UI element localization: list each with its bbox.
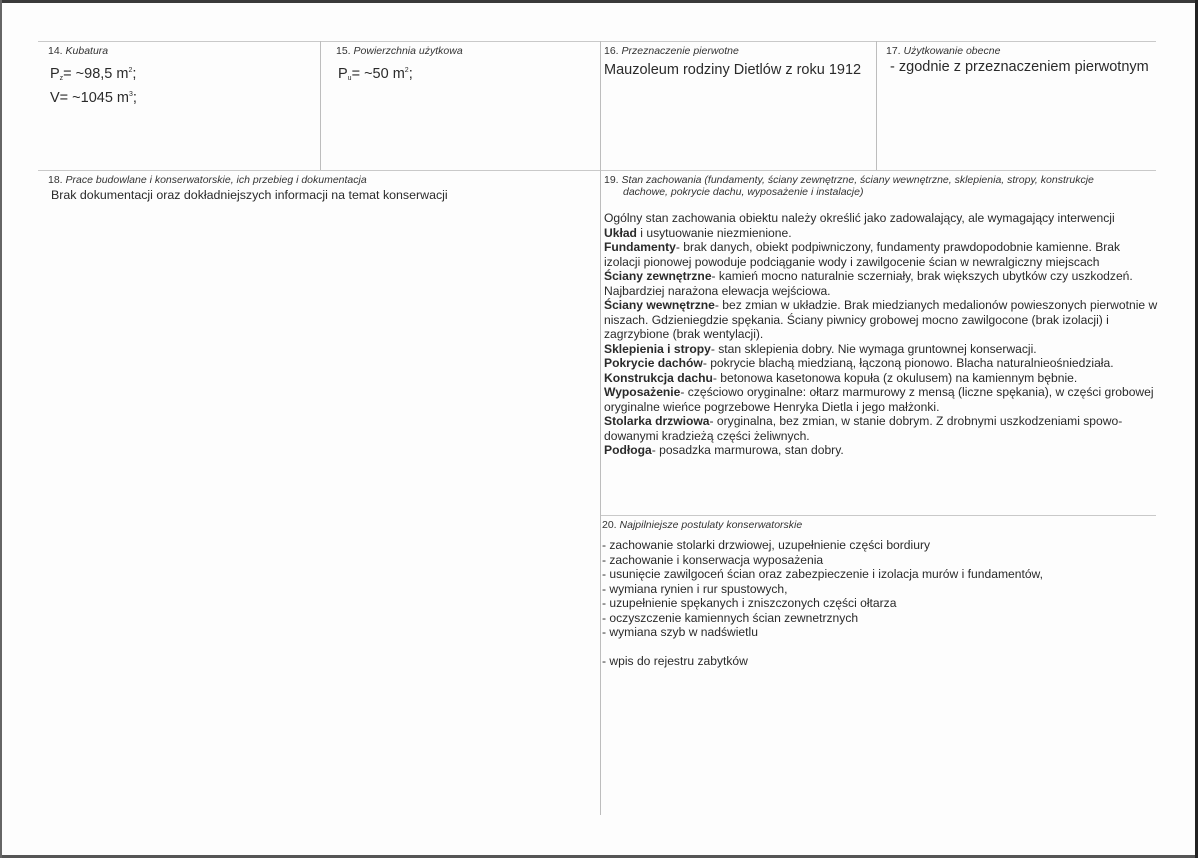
condition-stolarka: Stolarka drzwiowa- oryginalna, bez zmian, w stanie dobrym. Z drobnymi uszkodzeniami spowo-dowanymi kradzieżą części żeliwnych. bbox=[604, 414, 1123, 443]
section-uzytkowanie bbox=[886, 45, 1149, 75]
condition-podloga: Podłoga- posadzka marmurowa, stan dobry. bbox=[604, 443, 844, 457]
postulate-item: - uzupełnienie spękanych i zniszczonych części ołtarza bbox=[602, 596, 897, 610]
section-19-label: 19. Stan zachowania (fundamenty, ściany zewnętrzne, ściany wewnętrzne, sklepienia, stropy, konstrukcje bbox=[604, 174, 1094, 186]
condition-sciany-zewnetrzne: Ściany zewnętrzne- kamień mocno naturalnie sczerniały, brak większych ubytków czy uszkodzeń. Najbardziej narażona elewacja wejściowa. bbox=[604, 269, 1133, 298]
section-16-label: 16. Przeznaczenie pierwotne bbox=[604, 45, 739, 57]
postulate-final-item: - wpis do rejestru zabytków bbox=[602, 653, 748, 668]
postulate-item: - usunięcie zawilgoceń ścian oraz zabezpieczenie i izolacja murów i fundamentów, bbox=[602, 567, 1043, 581]
postulate-item: - wymiana rynien i rur spustowych, bbox=[602, 581, 788, 596]
section-przeznaczenie bbox=[604, 45, 861, 78]
col-divider-main bbox=[600, 41, 601, 815]
pz-value: $P_z=$ ~98,5 $m^2$; bbox=[50, 66, 137, 82]
postulate-item: - oczyszczenie kamiennych ścian zewnetrznych bbox=[602, 610, 859, 625]
row-divider-middle bbox=[38, 170, 1156, 171]
condition-konstrukcja: Konstrukcja dachu- betonowa kasetonowa kopuła (z okulusem) na kamiennym bębnie. bbox=[604, 370, 1078, 385]
postulate-item: - zachowanie i konserwacja wyposażenia bbox=[602, 552, 824, 567]
condition-sciany-wewnetrzne: Ściany wewnętrzne- bez zmian w układzie. Brak miedzianych medalionów powieszonych pierwotnie w niszach. Gdzieniegdzie spękania. Ściany piwnicy grobowej mocno zawilgocone (brak izolacji) i zagrzybione (brak wentylacji). bbox=[604, 298, 1158, 341]
section-17-label: 17. Użytkowanie obecne bbox=[886, 45, 1001, 57]
row-divider-top bbox=[38, 41, 1156, 42]
condition-description bbox=[604, 211, 1159, 458]
condition-sklepienia: Sklepienia i stropy- stan sklepienia dobry. Nie wymaga gruntownej konserwacji. bbox=[604, 341, 1037, 356]
condition-uklad: Układ i usytuowanie niezmienione. bbox=[604, 225, 792, 240]
list-spacer bbox=[602, 640, 1157, 654]
construction-works-value: Brak dokumentacji oraz dokładniejszych informacji na temat konserwacji bbox=[51, 188, 448, 202]
section-powierzchnia bbox=[336, 45, 463, 87]
postulate-item: - wymiana szyb w nadświetlu bbox=[602, 625, 758, 639]
section-20-label: 20. Najpilniejsze postulaty konserwatorskie bbox=[602, 519, 803, 531]
col-divider-16-17 bbox=[876, 41, 877, 170]
col-divider-14-15 bbox=[320, 41, 321, 170]
section-19-label-cont: dachowe, pokrycie dachu, wyposażenie i instalacje) bbox=[623, 186, 864, 198]
section-18-label: 18. Prace budowlane i konserwatorskie, ich przebieg i dokumentacja bbox=[48, 174, 367, 186]
postulate-item: - zachowanie stolarki drzwiowej, uzupełnienie części bordiury bbox=[602, 538, 931, 552]
original-purpose-value: Mauzoleum rodziny Dietlów z roku 1912 bbox=[604, 62, 862, 78]
condition-intro: Ogólny stan zachowania obiektu należy określić jako zadowalający, ale wymagający interwencji bbox=[604, 211, 1115, 225]
postulates-list bbox=[602, 538, 1157, 668]
section-postulaty bbox=[602, 519, 1157, 668]
current-use-value: - zgodnie z przeznaczeniem pierwotnym bbox=[886, 59, 1149, 75]
condition-wyposazenie: Wyposażenie- częściowo oryginalne: ołtarz marmurowy z mensą (liczne spękania), w części grobowej oryginalne wieńce pogrzebowe Henryka Dietla i jego małżonki. bbox=[604, 385, 1154, 414]
condition-fundamenty: Fundamenty- brak danych, obiekt podpiwniczony, fundamenty prawdopodobnie kamienne. Brak izolacji pionowej powoduje podciąganie wody i zawilgocenie ścian w newralgiczny miejscach bbox=[604, 240, 1121, 269]
scan-edge-top bbox=[0, 0, 1198, 3]
condition-pokrycie: Pokrycie dachów- pokrycie blachą miedzianą, łączoną pionowo. Blacha naturalnieośniedziała. bbox=[604, 356, 1114, 370]
volume-value: V= ~1045 $m^3$; bbox=[50, 90, 137, 106]
pu-value: $P_u=$ ~50 $m^2$; bbox=[338, 66, 413, 82]
scan-edge-left bbox=[0, 0, 2, 858]
section-15-label: 15. Powierzchnia użytkowa bbox=[336, 45, 463, 57]
section-stan-zachowania bbox=[604, 174, 1159, 458]
section-14-label: 14. Kubatura bbox=[48, 45, 109, 57]
section-kubatura bbox=[48, 45, 137, 106]
section-prace-budowlane bbox=[48, 174, 593, 203]
row-divider-section-20 bbox=[600, 515, 1156, 516]
